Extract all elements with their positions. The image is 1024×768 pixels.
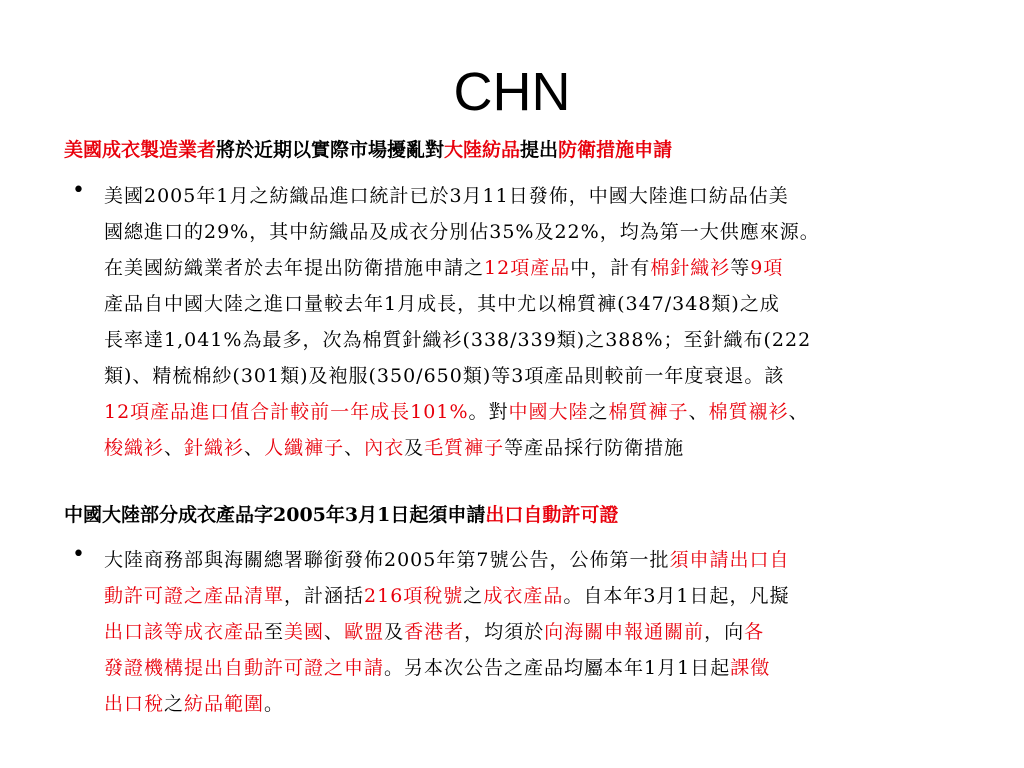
body-text: 中國大陸部分成衣產品字2005年3月1日起須申請 (64, 504, 486, 526)
body-text: 、 (164, 437, 185, 459)
paragraph-line (104, 614, 984, 650)
body-text: 之 (164, 693, 185, 715)
highlight-text: 中國大陸 (508, 401, 589, 423)
highlight-text: 針織衫 (184, 437, 245, 459)
body-text: ，計涵括 (284, 585, 365, 607)
highlight-text: 須申請出口自 (669, 549, 790, 571)
body-text: 及 (384, 621, 405, 643)
paragraph-line (104, 578, 984, 614)
body-text: 大陸商務部與海關總署聯銜發佈2005年第7號公告，公佈第一批 (104, 549, 670, 571)
highlight-text: 動許可證之產品清單 (104, 585, 285, 607)
highlight-text: 美國 (284, 621, 325, 643)
paragraph-line (104, 394, 984, 430)
bullet-marker: • (72, 178, 85, 203)
highlight-text: 大陸紡品 (444, 139, 521, 161)
body-text: 提出 (520, 139, 559, 161)
body-text: 、 (788, 401, 809, 423)
paragraph-line (104, 430, 984, 466)
paragraph-line (104, 686, 984, 722)
highlight-text: 香港者 (404, 621, 465, 643)
body-text: 。自本年3月1日起，凡擬 (563, 585, 790, 607)
highlight-text: 發證機構提出自動許可證之申請 (104, 657, 385, 679)
bullet-marker: • (72, 542, 85, 567)
section1-paragraph (104, 178, 984, 466)
highlight-text: 出口自動許可證 (485, 504, 619, 526)
highlight-text: 美國成衣製造業者 (64, 139, 217, 161)
body-text: 國總進口的29%，其中紡織品及成衣分別佔35%及22%，均為第一大供應來源。 (104, 221, 820, 243)
highlight-text: 9項 (750, 257, 784, 279)
body-text: 將於近期以實際市場擾亂對 (216, 139, 445, 161)
highlight-text: 成衣產品 (483, 585, 564, 607)
section2-heading (64, 502, 984, 528)
highlight-text: 歐盟 (344, 621, 385, 643)
highlight-text: 棉質襯衫 (708, 401, 789, 423)
body-text: 及 (404, 437, 425, 459)
paragraph-line (104, 286, 984, 322)
highlight-text: 出口稅 (104, 693, 165, 715)
section2-paragraph (104, 542, 984, 722)
body-text: 之 (463, 585, 484, 607)
body-text: 。另本次公告之產品均屬本年1月1日起 (384, 657, 731, 679)
body-text: 。對 (468, 401, 509, 423)
body-text: 中，計有 (570, 257, 651, 279)
body-text: 長率達1,041%為最多，次為棉質針織衫(338/339類)之388%；至針織布(222 (104, 329, 812, 351)
body-text: 產品自中國大陸之進口量較去年1月成長，其中尤以棉質褲(347/348類)之成 (104, 293, 780, 315)
paragraph-line (104, 322, 984, 358)
body-text: 在美國紡織業者於去年提出防衛措施申請之 (104, 257, 485, 279)
highlight-text: 梭織衫 (104, 437, 165, 459)
body-text: ，均須於 (464, 621, 545, 643)
highlight-text: 出口該等成衣產品 (104, 621, 265, 643)
highlight-text: 216項稅號 (364, 585, 464, 607)
body-text: 。 (264, 693, 285, 715)
body-text: 、 (244, 437, 265, 459)
highlight-text: 各 (744, 621, 765, 643)
highlight-text: 棉質褲子 (608, 401, 689, 423)
highlight-text: 內衣 (364, 437, 405, 459)
highlight-text: 12項產品進口值合計較前一年成長101% (104, 401, 469, 423)
highlight-text: 12項產品 (484, 257, 571, 279)
paragraph-line (104, 358, 984, 394)
body-text: 之 (588, 401, 609, 423)
paragraph-line (104, 178, 984, 214)
body-text: 等產品採行防衛措施 (504, 437, 685, 459)
body-text: 等 (730, 257, 751, 279)
section1-heading (64, 137, 984, 163)
paragraph-line (104, 542, 984, 578)
slide-title: CHN (453, 62, 571, 122)
body-text: 美國2005年1月之紡織品進口統計已於3月11日發佈，中國大陸進口紡品佔美 (104, 185, 789, 207)
highlight-text: 棉針織衫 (650, 257, 731, 279)
highlight-text: 向海關申報通關前 (544, 621, 705, 643)
highlight-text: 課徵 (730, 657, 771, 679)
highlight-text: 防衛措施申請 (558, 139, 673, 161)
body-text: 至 (264, 621, 285, 643)
body-text: 、 (324, 621, 345, 643)
paragraph-line (104, 250, 984, 286)
paragraph-line (104, 214, 984, 250)
body-text: 、 (688, 401, 709, 423)
highlight-text: 毛質褲子 (424, 437, 505, 459)
body-text: ，向 (704, 621, 745, 643)
highlight-text: 紡品範圍 (184, 693, 265, 715)
highlight-text: 人纖褲子 (264, 437, 345, 459)
body-text: 、 (344, 437, 365, 459)
body-text: 類)、精梳棉紗(301類)及袍服(350/650類)等3項產品則較前一年度衰退。該 (104, 365, 785, 387)
paragraph-line (104, 650, 984, 686)
